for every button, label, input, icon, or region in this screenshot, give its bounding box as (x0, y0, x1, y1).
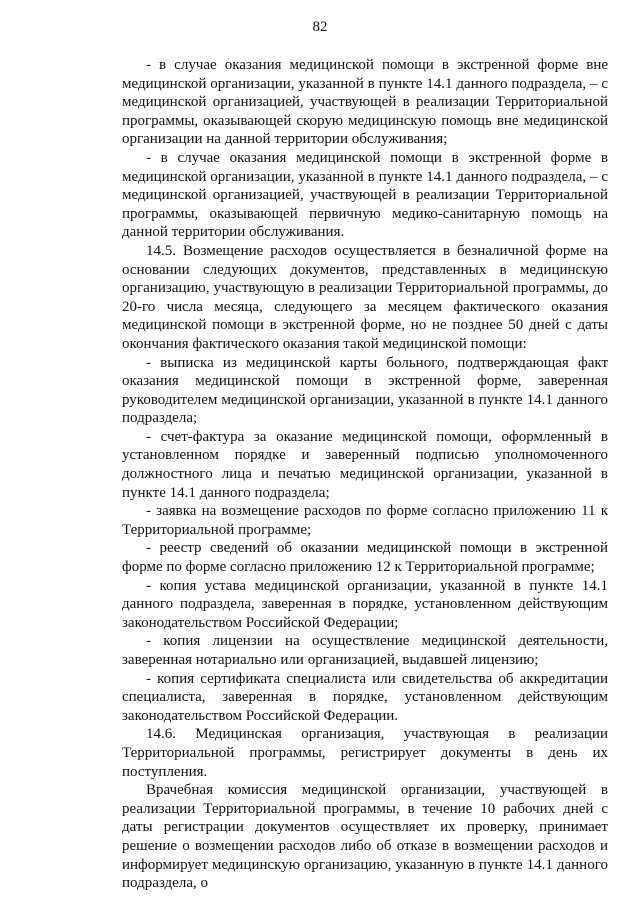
paragraph-emergency-outside: - в случае оказания медицинской помощи в экстренной форме вне медицинской организации, указанной в пункте 14.1 данного подраздела, – с медицинской организацией, участвующей в реализации Территориальной программы, оказывающей скорую медицинскую помощь вне медицинской организации на данной территории обслуживания; (122, 57, 608, 148)
paragraph-emergency-inside: - в случае оказания медицинской помощи в экстренной форме в медицинской организации, указанной в пункте 14.1 данного подраздела, – с медицинской организацией, участвующей в реализации Территориальной программы, оказывающей первичную медико-санитарную помощь на данной территории обслуживания. (122, 149, 608, 241)
list-item-charter-copy: - копия устава медицинской организации, указанной в пункте 14.1 данного подраздела, заверенная в порядке, установленном действующим законодательством Российской Федерации; (122, 577, 608, 631)
paragraph-14-5: 14.5. Возмещение расходов осуществляется в безналичной форме на основании следующих документов, представленных в медицинскую организацию, участвующую в реализации Территориальной программы, до 20-го числа месяца, следующего за месяцем фактического оказания медицинской помощи в экстренной форме, но не позднее 50 дней с даты окончания фактического оказания такой медицинской помощи: (122, 242, 608, 352)
list-item-license-copy: - копия лицензии на осуществление медицинской деятельности, заверенная нотариально или организацией, выдавшей лицензию; (122, 633, 608, 668)
list-item-certificate-copy: - копия сертификата специалиста или свидетельства об аккредитации специалиста, заверенная в порядке, установленном действующим законодательством Российской Федерации. (122, 670, 608, 724)
document-body (122, 56, 608, 893)
paragraph-14-6: 14.6. Медицинская организация, участвующая в реализации Территориальной программы, регистрирует документы в день их поступления. (122, 726, 608, 780)
list-item-register: - реестр сведений об оказании медицинской помощи в экстренной форме по форме согласно приложению 12 к Территориальной программе; (122, 540, 608, 576)
page-number: 82 (312, 19, 328, 35)
paragraph-medical-commission: Врачебная комиссия медицинской организации, участвующей в реализации Территориальной программы, в течение 10 рабочих дней с даты регистрации документов осуществляет их проверку, принимает решение о возмещении расходов либо об отказе в возмещении расходов и информирует медицинскую организацию, указанную в пункте 14.1 данного подраздела, о (122, 782, 608, 892)
list-item-reimbursement-request: - заявка на возмещение расходов по форме согласно приложению 11 к Территориальной программе; (122, 503, 608, 538)
list-item-medical-extract: - выписка из медицинской карты больного, подтверждающая факт оказания медицинской помощи в экстренной форме, заверенная руководителем медицинской организации, указанной в пункте 14.1 данного подраздела; (122, 354, 608, 427)
list-item-invoice: - счет-фактура за оказание медицинской помощи, оформленный в установленном порядке и заверенный подписью уполномоченного должностного лица и печатью медицинской организации, указанной в пункте 14.1 данного подраздела; (122, 428, 608, 501)
